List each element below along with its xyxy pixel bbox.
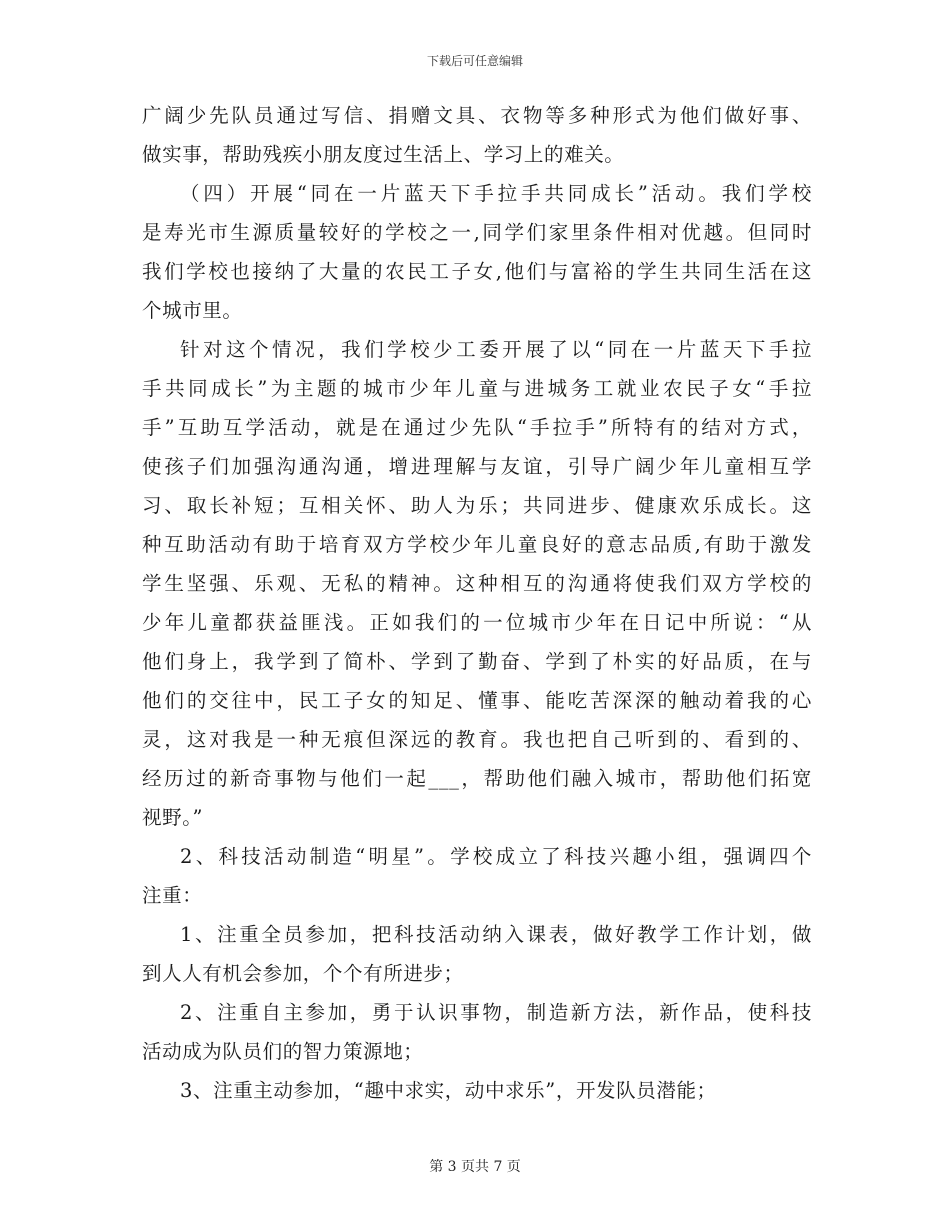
text-line: 少年儿童都获益匪浅。正如我们的一位城市少年在日记中所说：“从 — [142, 611, 812, 634]
text-line: 使孩子们加强沟通沟通，增进理解与友谊，引导广阔少年儿童相互学 — [142, 455, 812, 478]
paragraph-start-line: 1、注重全员参加，把科技活动纳入课表，做好教学工作计划，做 — [180, 923, 812, 946]
text-line: 是寿光市生源质量较好的学校之一,同学们家里条件相对优越。但同时 — [142, 221, 812, 244]
text-line: 习、取长补短；互相关怀、助人为乐；共同进步、健康欢乐成长。这 — [142, 494, 812, 517]
page-header: 下载后可任意编辑 — [426, 54, 523, 68]
text-line: 我们学校也接纳了大量的农民工子女,他们与富裕的学生共同生活在这 — [142, 260, 812, 283]
text-line: 注重： — [142, 884, 203, 907]
text-line: 手”互助互学活动，就是在通过少先队“手拉手”所特有的结对方式， — [142, 416, 812, 439]
text-line: 他们的交往中，民工子女的知足、懂事、能吃苦深深的触动着我的心 — [142, 689, 812, 712]
text-line: 做实事，帮助残疾小朋友度过生活上、学习上的难关。 — [142, 143, 625, 166]
text-line: 活动成为队员们的智力策源地； — [142, 1040, 424, 1063]
paragraph-start-line: 2、科技活动制造“明星”。学校成立了科技兴趣小组，强调四个 — [180, 845, 812, 868]
text-line: 学生坚强、乐观、无私的精神。这种相互的沟通将使我们双方学校的 — [142, 572, 812, 595]
text-line: 经历过的新奇事物与他们一起___，帮助他们融入城市，帮助他们拓宽 — [142, 767, 812, 790]
paragraph-start-line: 针对这个情况，我们学校少工委开展了以“同在一片蓝天下手拉 — [180, 338, 812, 361]
paragraph-start-line: 3、注重主动参加，“趣中求实，动中求乐”，开发队员潜能； — [180, 1079, 717, 1102]
text-line: 种互助活动有助于培育双方学校少年儿童良好的意志品质,有助于激发 — [142, 533, 812, 556]
page-footer: 第 3 页共 7 页 — [429, 1159, 521, 1175]
text-line: 到人人有机会参加，个个有所进步； — [142, 962, 464, 985]
paragraph-start-line: （四）开展“同在一片蓝天下手拉手共同成长”活动。我们学校 — [180, 182, 812, 205]
text-line: 视野。” — [142, 806, 204, 829]
paragraph-start-line: 2、注重自主参加，勇于认识事物，制造新方法，新作品，使科技 — [180, 1001, 812, 1024]
text-line: 广阔少先队员通过写信、捐赠文具、衣物等多种形式为他们做好事、 — [142, 104, 812, 127]
text-line: 个城市里。 — [142, 299, 243, 322]
text-line: 灵，这对我是一种无痕但深远的教育。我也把自己听到的、看到的、 — [142, 728, 812, 751]
text-line: 他们身上，我学到了简朴、学到了勤奋、学到了朴实的好品质，在与 — [142, 650, 812, 673]
document-body — [142, 96, 812, 1110]
text-line: 手共同成长”为主题的城市少年儿童与进城务工就业农民子女“手拉 — [142, 377, 812, 400]
